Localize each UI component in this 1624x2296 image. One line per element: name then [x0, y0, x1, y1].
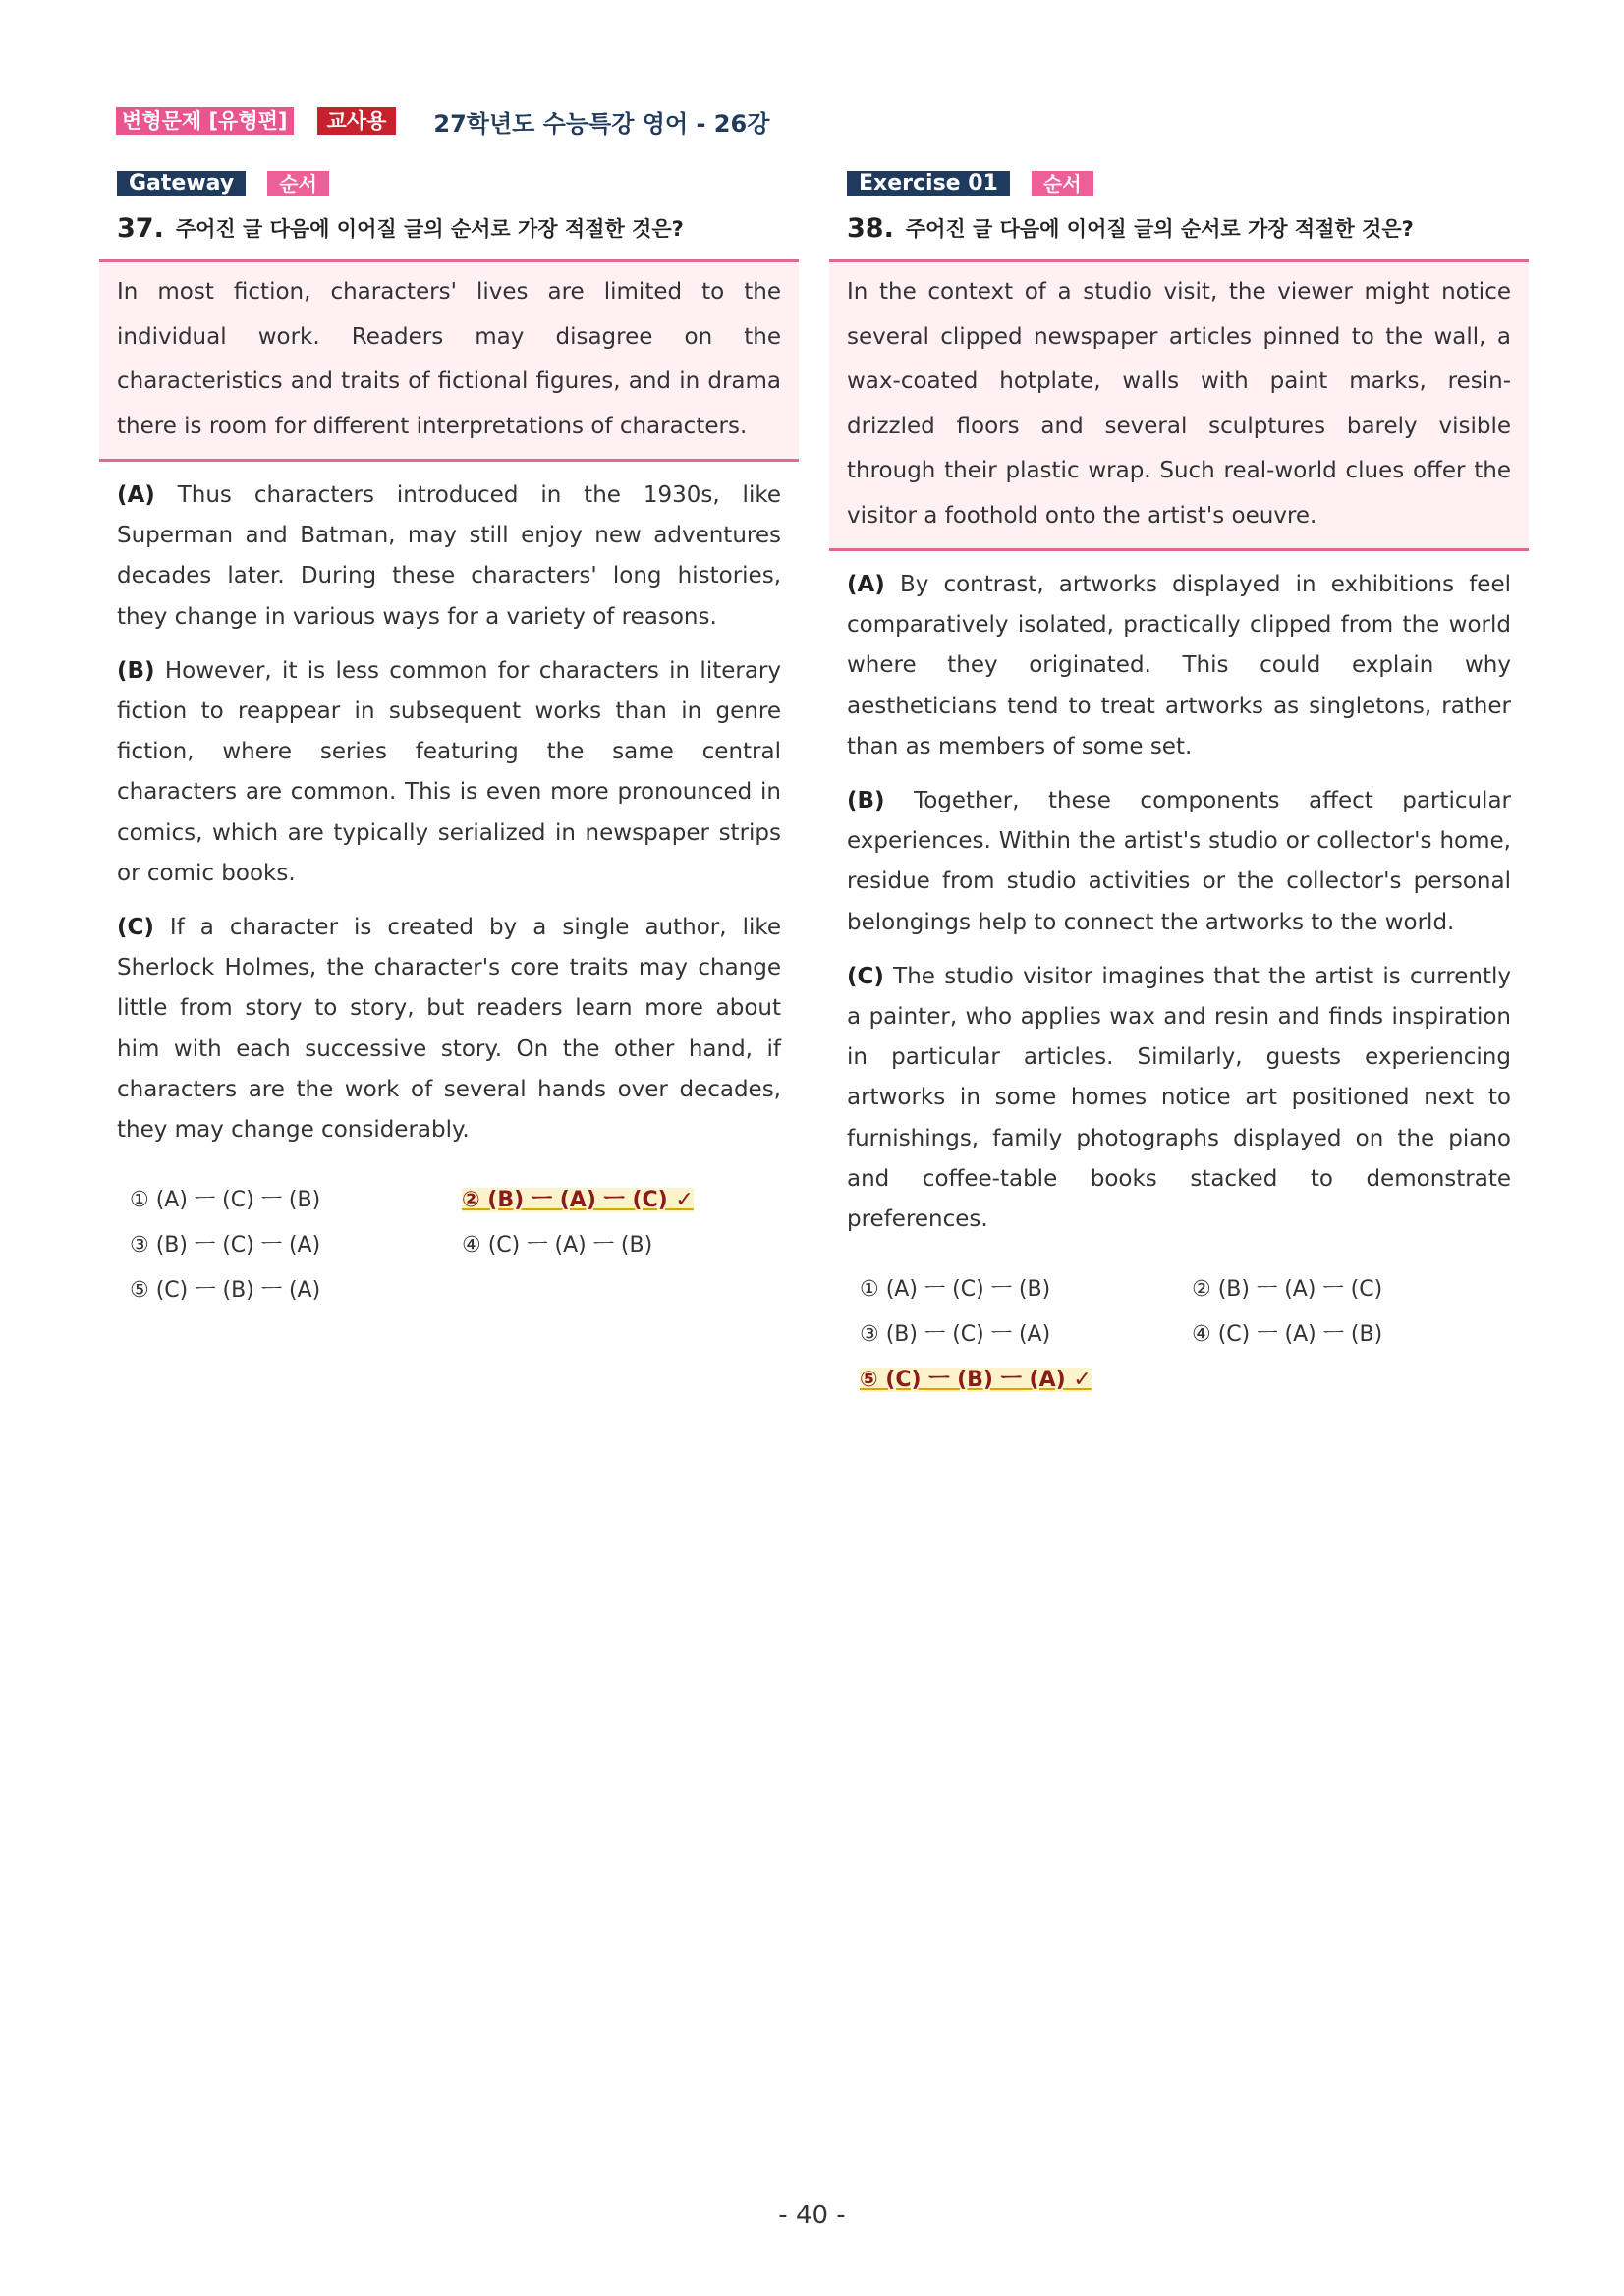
question-title	[117, 210, 799, 246]
part-a	[117, 476, 781, 638]
choice-2[interactable]: ② (B) ㅡ (A) ㅡ (C)	[1192, 1277, 1383, 1303]
part-text: However, it is less common for characters in literary fiction to reappear in subsequent works than in genre fiction, where series featuring the same central characters are common. This is even more pronounced in comics, which are typically serialized in newspaper strips or comic books.	[117, 657, 781, 886]
part-text: If a character is created by a single author, like Sherlock Holmes, the character's core traits may change little from story to story, but readers learn more about him with each successive story. On the other hand, if characters are the work of several hands over decades, they may change considerably.	[117, 915, 781, 1144]
question-38	[829, 171, 1529, 1403]
part-c	[847, 957, 1511, 1240]
part-text: By contrast, artworks displayed in exhibitions feel comparatively isolated, practically clipped from the world where they originated. This could explain why aestheticians tend to treat artworks as singletons, rather than as members of some set.	[847, 572, 1511, 759]
part-label: (C)	[117, 915, 154, 941]
question-labels	[847, 171, 1529, 196]
choice-2-correct[interactable]: ② (B) ㅡ (A) ㅡ (C) ✓	[462, 1188, 694, 1213]
page-header	[116, 106, 769, 136]
part-b	[847, 781, 1511, 943]
type-label: 순서	[267, 171, 329, 196]
page-number: - 40 -	[778, 2201, 846, 2230]
page-title: 27학년도 수능특강 영어 - 26강	[433, 109, 770, 138]
choice-3[interactable]: ③ (B) ㅡ (C) ㅡ (A)	[860, 1322, 1051, 1348]
variant-tag: 변형문제 [유형편]	[116, 107, 294, 135]
choice-4[interactable]: ④ (C) ㅡ (A) ㅡ (B)	[462, 1233, 653, 1259]
question-number: 37.	[117, 212, 164, 244]
part-text: Together, these components affect particular experiences. Within the artist's studio or collector's home, residue from studio activities or the collector's personal belongings help to connect the artworks to the world.	[847, 788, 1511, 935]
part-label: (A)	[847, 572, 885, 597]
part-label: (B)	[117, 657, 155, 684]
choice-1[interactable]: ① (A) ㅡ (C) ㅡ (B)	[130, 1188, 321, 1213]
part-b	[117, 651, 781, 894]
choice-5[interactable]: ⑤ (C) ㅡ (B) ㅡ (A)	[130, 1278, 321, 1304]
part-a	[847, 565, 1511, 767]
choice-4[interactable]: ④ (C) ㅡ (A) ㅡ (B)	[1192, 1322, 1383, 1348]
section-label: Exercise 01	[847, 171, 1010, 196]
question-labels	[117, 171, 799, 196]
question-text: 주어진 글 다음에 이어질 글의 순서로 가장 적절한 것은?	[175, 217, 684, 241]
passage-parts	[99, 476, 799, 1150]
part-label: (C)	[847, 963, 884, 989]
teacher-tag: 교사용	[317, 107, 397, 135]
section-label: Gateway	[117, 171, 246, 196]
part-label: (A)	[117, 482, 155, 508]
part-text: Thus characters introduced in the 1930s, like Superman and Batman, may still enjoy new adventures decades later. During these characters' long histories, they change in various ways for a variety of reasons.	[117, 482, 781, 630]
answer-choices	[829, 1267, 1529, 1403]
question-37	[99, 171, 799, 1314]
given-passage: In the context of a studio visit, the viewer might notice several clipped newspaper articles pinned to the wall, a wax-coated hotplate, walls with paint marks, resin-drizzled floors and several sculptures barely visible through their plastic wrap. Such real-world clues offer the visitor a foothold onto the artist's oeuvre.	[829, 259, 1529, 551]
question-number: 38.	[847, 212, 894, 244]
passage-parts	[829, 565, 1529, 1240]
choice-3[interactable]: ③ (B) ㅡ (C) ㅡ (A)	[130, 1233, 321, 1259]
type-label: 순서	[1032, 171, 1093, 196]
given-passage: In most fiction, characters' lives are limited to the individual work. Readers may disagree on the characteristics and traits of fictional figures, and in drama there is room for different interpretations of characters.	[99, 259, 799, 462]
part-text: The studio visitor imagines that the artist is currently a painter, who applies wax and resin and finds inspiration in particular articles. Similarly, guests experiencing artworks in some homes notice art positioned next to furnishings, family photographs displayed on the piano and coffee-table books stacked to demonstrate preferences.	[847, 963, 1511, 1233]
part-label: (B)	[847, 788, 885, 814]
choice-1[interactable]: ① (A) ㅡ (C) ㅡ (B)	[860, 1277, 1051, 1303]
answer-choices	[99, 1178, 799, 1314]
part-c	[117, 908, 781, 1150]
choice-5-correct[interactable]: ⑤ (C) ㅡ (B) ㅡ (A) ✓	[860, 1368, 1092, 1393]
question-title	[847, 210, 1529, 246]
question-text: 주어진 글 다음에 이어질 글의 순서로 가장 적절한 것은?	[905, 217, 1414, 241]
